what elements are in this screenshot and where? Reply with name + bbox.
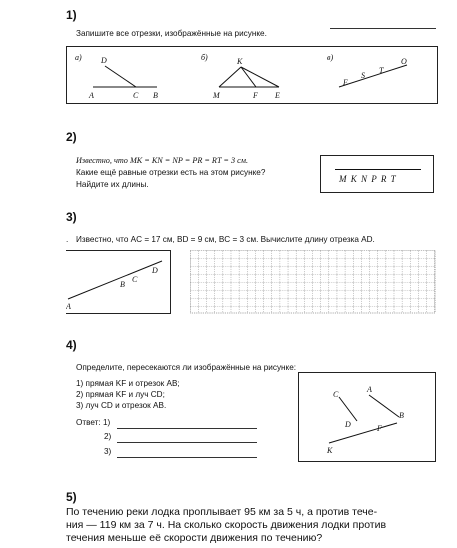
task3-text: Известно, что AC = 17 см, BD = 9 см, BC = 3 см. Вычислите длину отрезка AD.: [76, 235, 375, 244]
fig-a-label: а): [75, 53, 82, 62]
task1-figures: [67, 47, 437, 103]
svg-text:A: A: [367, 385, 372, 394]
task4-item3: 3) луч CD и отрезок AB.: [76, 401, 167, 410]
task3-figure-box: [66, 250, 171, 314]
task5-line1: По течению реки лодка проплывает 95 км за 5 ч, а против тече-: [66, 506, 378, 518]
task1-text: Запишите все отрезки, изображённые на рисунке.: [76, 29, 267, 38]
svg-text:D: D: [152, 266, 158, 275]
task5-number: 5): [66, 490, 77, 504]
task4-question: Определите, пересекаются ли изображённые на рисунке:: [76, 363, 297, 372]
task2-figure-box: [320, 155, 434, 193]
fig-c-label: в): [327, 53, 334, 62]
svg-text:K: K: [237, 57, 243, 66]
task4-item1: 1) прямая KF и отрезок AB;: [76, 379, 180, 388]
svg-text:D: D: [101, 56, 107, 65]
task3-number: 3): [66, 210, 77, 224]
svg-text:C: C: [132, 275, 138, 284]
task1-number: 1): [66, 8, 77, 22]
svg-text:B: B: [399, 411, 404, 420]
task2-segment: [335, 169, 421, 170]
task2-line1: Известно, что MK = KN = NP = PR = RT = 3 см.: [76, 156, 249, 165]
task4-answer2-label: 2): [104, 432, 112, 441]
task2-points: M K N P R T: [339, 174, 397, 184]
svg-text:C: C: [333, 390, 339, 399]
svg-text:F: F: [377, 424, 382, 433]
task4-figure: [299, 373, 435, 461]
svg-text:A: A: [89, 91, 94, 100]
task3-bullet: .: [66, 235, 69, 244]
task3-figure: [66, 251, 170, 313]
svg-text:A: A: [66, 302, 71, 311]
svg-text:M: M: [213, 91, 220, 100]
svg-text:E: E: [275, 91, 280, 100]
task4-answer-line-2: [117, 442, 257, 443]
svg-text:F: F: [253, 91, 258, 100]
task5-line3: течения меньше её скорости движения по течению?: [66, 532, 323, 544]
svg-text:O: O: [401, 57, 407, 66]
fig-b-label: б): [201, 53, 208, 62]
task4-answer3-label: 3): [104, 447, 112, 456]
svg-text:C: C: [133, 91, 139, 100]
task4-answer-line-1: [117, 428, 257, 429]
task1-figure-box: [66, 46, 438, 104]
svg-text:B: B: [120, 280, 125, 289]
task5-line2: ния — 119 км за 7 ч. На сколько скорость движения лодки против: [66, 519, 387, 531]
task4-answer-line-3: [117, 457, 257, 458]
task4-number: 4): [66, 338, 77, 352]
task4-figure-box: [298, 372, 436, 462]
svg-text:K: K: [327, 446, 333, 455]
task3-grid: [190, 250, 436, 314]
svg-text:S: S: [361, 71, 365, 80]
svg-text:E: E: [343, 78, 348, 87]
svg-text:B: B: [153, 91, 158, 100]
task1-answer-line: [330, 28, 436, 29]
task4-answer-label: Ответ: 1): [76, 418, 111, 427]
task2-line2: Какие ещё равные отрезки есть на этом рисунке?: [76, 168, 266, 177]
task2-line3: Найдите их длины.: [76, 180, 149, 189]
svg-text:D: D: [345, 420, 351, 429]
task4-item2: 2) прямая KF и луч CD;: [76, 390, 165, 399]
svg-text:T: T: [379, 66, 384, 75]
task2-number: 2): [66, 130, 77, 144]
